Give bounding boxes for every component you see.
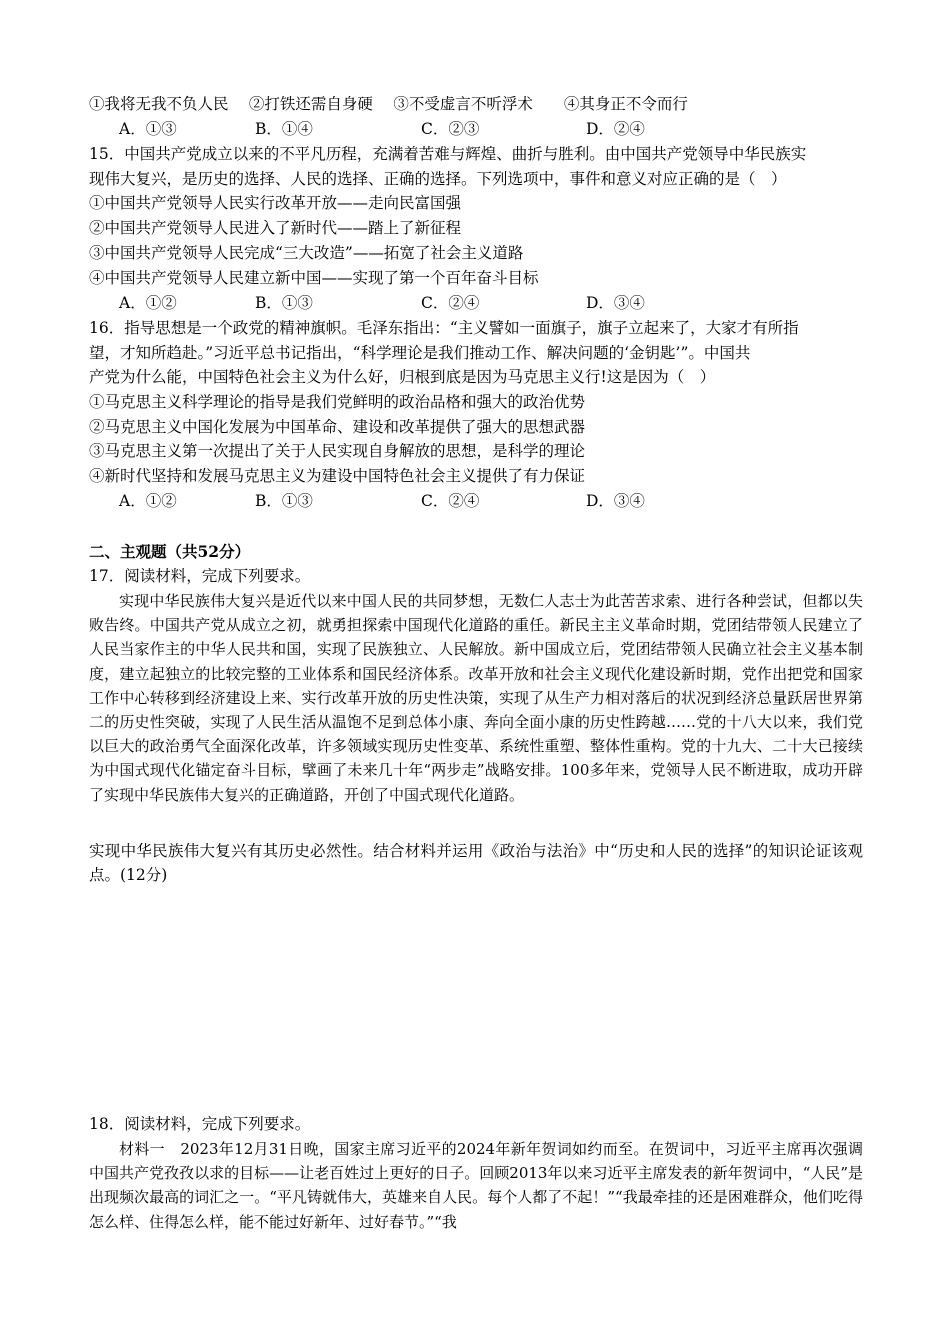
q14-option-d[interactable]: D．②④ [586, 120, 645, 138]
q17-material: 实现中华民族伟大复兴是近代以来中国人民的共同梦想，无数仁人志士为此苦苦求索、进行各种尝试，但都以失败告终。中国共产党从成立之初，就勇担探索中国现代化道路的重任。新民主主义革命时期，党团结带领人民建立了人民当家作主的中华人民共和国，实现了民族独立、人民解放。新中国成立后，党团结带领人民确立社会主义基本制度，建立起独立的比较完整的工业体系和国民经济体系。改革开放和社会主义现代化建设新时期，党作出把党和国家工作中心转移到经济建设上来、实行改革开放的历史性决策，实现了从生产力相对落后的状况到经济总量跃居世界第二的历史性突破，实现了人民生活从温饱不足到总体小康、奔向全面小康的历史性跨越……党的十八大以来，我们党以巨大的政治勇气全面深化改革，许多领域实现历史性变革、系统性重塑、整体性重构。党的十九大、二十大已接续为中国式现代化锚定奋斗目标，擘画了未来几十年“两步走”战略安排。100多年来，党领导人民不断进取，成功开辟了实现中华民族伟大复兴的正确道路，开创了中国式现代化道路。 [89, 592, 863, 804]
q16-stem-line3: 产党为什么能，中国特色社会主义为什么好，归根到底是因为马克思主义行!这是因为（ ） [89, 368, 716, 386]
q15-statement-1: ①中国共产党领导人民实行改革开放——走向民富国强 [89, 194, 462, 212]
q15-statement-4: ④中国共产党领导人民建立新中国——实现了第一个百年奋斗目标 [89, 269, 539, 287]
section-heading: 二、主观题（共52分） [89, 542, 251, 561]
q14-statements: ①我将无我不负人民 ②打铁还需自身硬 ③不受虚言不听浮术 ④其身正不令而行 [89, 95, 688, 113]
q15-option-d[interactable]: D．③④ [586, 294, 645, 312]
q16-stem-line2: 望，才知所趋赴。”习近平总书记指出，“科学理论是我们推动工作、解决问题的‘金钥匙’”。中国共 [89, 344, 751, 362]
q15-statement-3: ③中国共产党领导人民完成“三大改造”——拓宽了社会主义道路 [89, 244, 524, 262]
q16-statement-4: ④新时代坚持和发展马克思主义为建设中国特色社会主义提供了有力保证 [89, 467, 586, 485]
q16-stem-line1: 16．指导思想是一个政党的精神旗帜。毛泽东指出：“主义譬如一面旗子，旗子立起来了，大家才有所指 [89, 319, 799, 337]
q18-intro: 18．阅读材料，完成下列要求。 [89, 1115, 311, 1133]
q15-option-b[interactable]: B．①③ [255, 294, 313, 312]
q15-option-a[interactable]: A．①② [119, 294, 177, 312]
q14-option-c[interactable]: C．②③ [421, 120, 480, 138]
q16-option-c[interactable]: C．②④ [421, 492, 480, 510]
q17-question: 实现中华民族伟大复兴有其历史必然性。结合材料并运用《政治与法治》中“历史和人民的选择”的知识论证该观点。(12分) [89, 842, 863, 885]
q16-statement-3: ③马克思主义第一次提出了关于人民实现自身解放的思想，是科学的理论 [89, 442, 586, 460]
q14-option-a[interactable]: A．①③ [119, 120, 177, 138]
q15-stem-line2: 现伟大复兴，是历史的选择、人民的选择、正确的选择。下列选项中，事件和意义对应正确的是（ ） [89, 170, 787, 188]
q15-option-c[interactable]: C．②④ [421, 294, 480, 312]
q17-intro: 17．阅读材料，完成下列要求。 [89, 567, 311, 585]
q18-material: 材料一 2023年12月31日晚，国家主席习近平的2024年新年贺词如约而至。在贺词中，习近平主席再次强调中国共产党孜孜以求的目标——让老百姓过上更好的日子。回顾2013年以来习近平主席发表的新年贺词中，“人民”是出现频次最高的词汇之一。“平凡铸就伟大，英雄来自人民。每个人都了不起！”“我最牵挂的还是困难群众，他们吃得怎么样、住得怎么样，能不能过好新年、过好春节。”“我 [89, 1140, 864, 1231]
q15-stem-line1: 15．中国共产党成立以来的不平凡历程，充满着苦难与辉煌、曲折与胜利。由中国共产党领导中华民族实 [89, 145, 807, 163]
q16-statement-2: ②马克思主义中国化发展为中国革命、建设和改革提供了强大的思想武器 [89, 418, 586, 436]
q16-option-a[interactable]: A．①② [119, 492, 177, 510]
q16-option-d[interactable]: D．③④ [586, 492, 645, 510]
q15-statement-2: ②中国共产党领导人民进入了新时代——踏上了新征程 [89, 219, 462, 237]
q14-option-b[interactable]: B．①④ [255, 120, 313, 138]
q16-statement-1: ①马克思主义科学理论的指导是我们党鲜明的政治品格和强大的政治优势 [89, 393, 586, 411]
q16-option-b[interactable]: B．①③ [255, 492, 313, 510]
